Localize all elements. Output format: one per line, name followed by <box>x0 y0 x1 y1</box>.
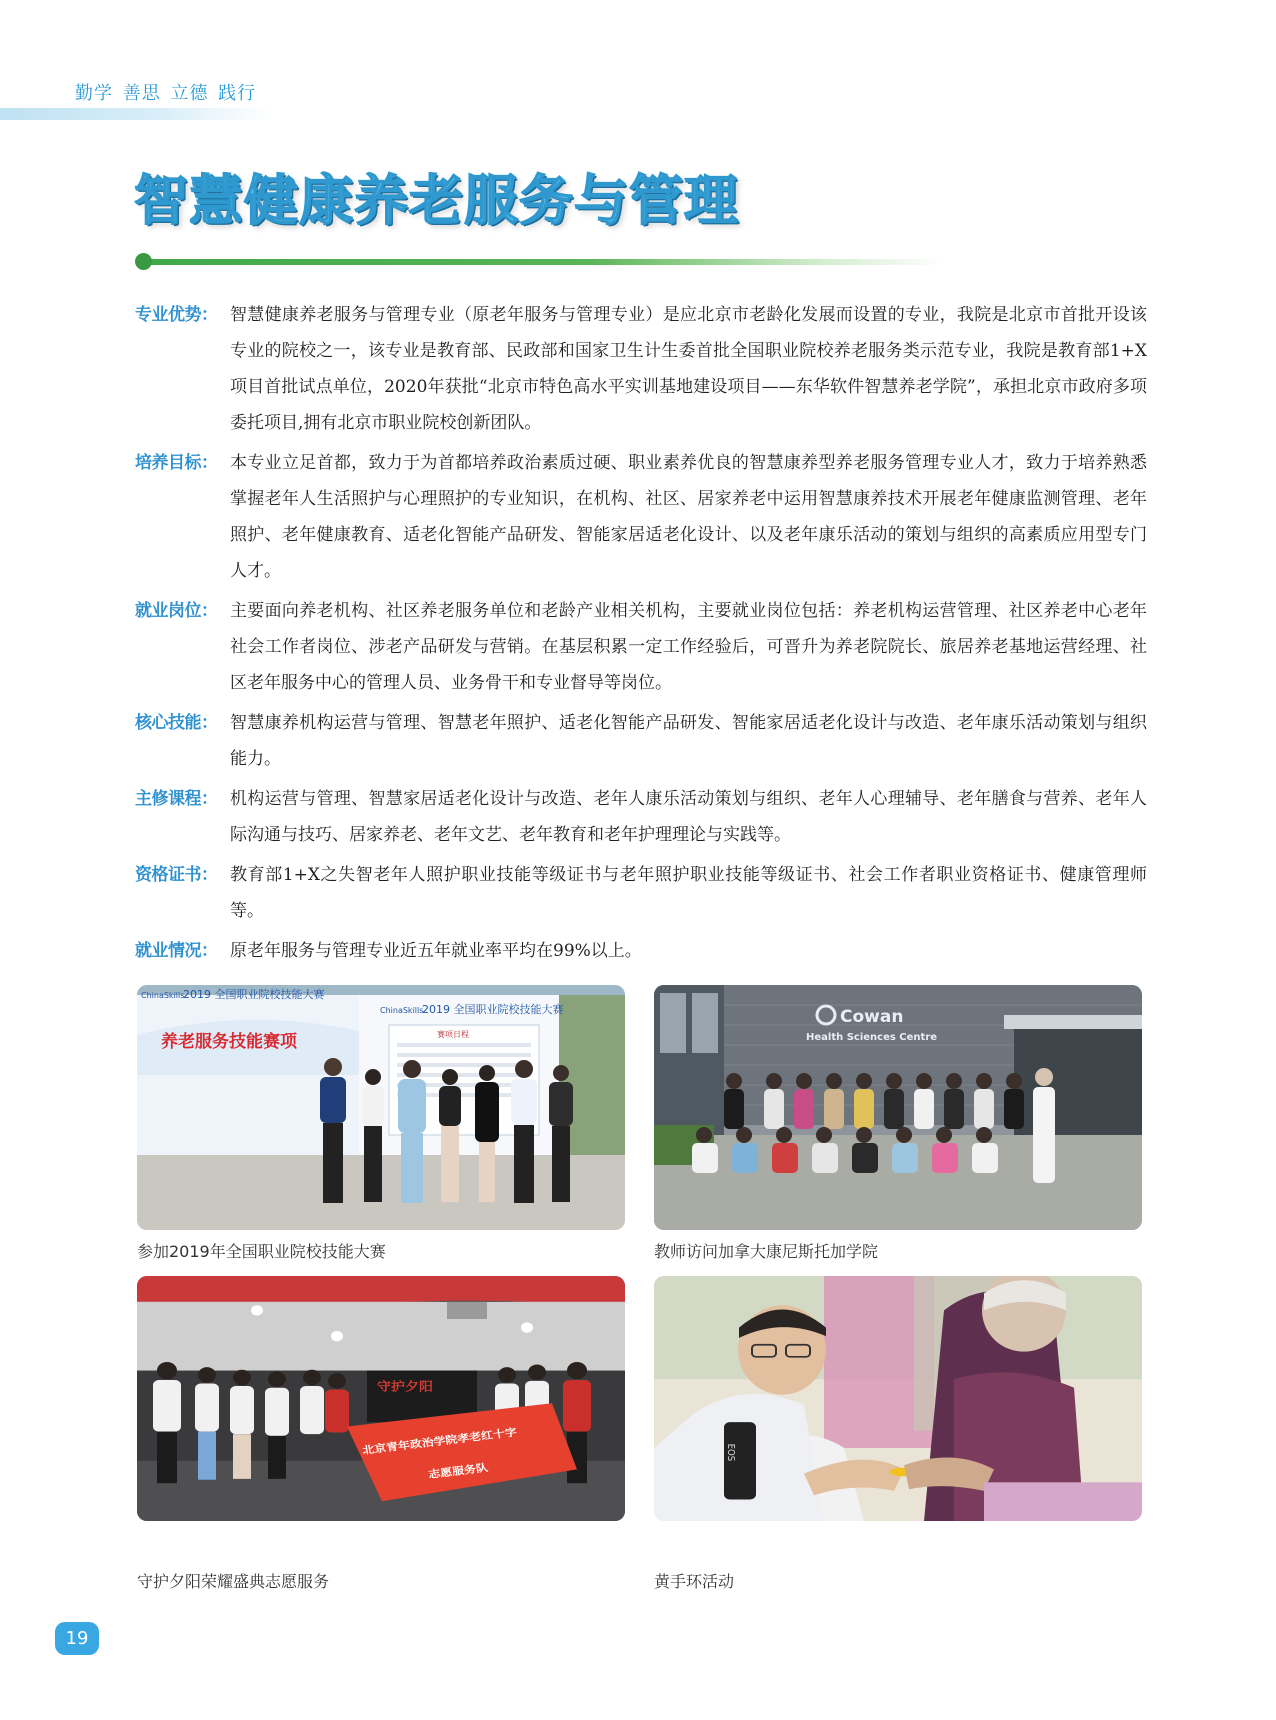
flag-text-line-2: 志愿服务队 <box>427 1461 489 1481</box>
page-title: 智慧健康养老服务与管理 <box>134 169 739 232</box>
section-advantages <box>135 297 1147 441</box>
section-text: 原老年服务与管理专业近五年就业率平均在99%以上。 <box>230 941 642 961</box>
photo-caption: 黄手环活动 <box>654 1572 735 1591</box>
section-text: 智慧健康养老服务与管理专业（原老年服务与管理专业）是应北京市老龄化发展而设置的专业，我院是北京市首批开设该专业的院校之一，该专业是教育部、民政部和国家卫生计生委首批全国职业院校养老服务类示范专业，我院是教育部1+X项目首批试点单位，2020年获批“北京市特色高水平实训基地建设项目——东华软件智慧养老学院”，承担北京市政府多项委托项目,拥有北京市职业院校创新团队。 <box>230 305 1147 433</box>
camera-strap-label: EOS <box>724 1443 737 1462</box>
photo-volunteer-service <box>137 1276 625 1521</box>
page-number: 19 <box>55 1622 99 1655</box>
competition-banner-2: 2019 全国职业院校技能大赛 <box>422 1003 564 1016</box>
section-main-courses <box>135 781 1147 853</box>
section-label: 就业情况： <box>135 941 218 961</box>
competition-banner-1: 2019 全国职业院校技能大赛 <box>183 988 325 1001</box>
section-employment-positions <box>135 593 1147 701</box>
photo-canada-visit <box>654 985 1142 1230</box>
photo-volunteer-service-image <box>137 1276 625 1521</box>
section-label: 主修课程： <box>135 789 218 809</box>
competition-logo-1: ChinaSkills <box>141 991 185 1000</box>
photo-caption: 守护夕阳荣耀盛典志愿服务 <box>137 1572 330 1591</box>
photo-yellow-bracelet <box>654 1276 1142 1521</box>
backdrop-screen-title: 守护夕阳 <box>377 1380 433 1395</box>
header-accent-bar <box>0 108 270 120</box>
section-training-goals <box>135 445 1147 589</box>
section-text: 主要面向养老机构、社区养老服务单位和老龄产业相关机构，主要就业岗位包括：养老机构运营管理、社区养老中心老年社会工作者岗位、涉老产品研发与营销。在基层积累一定工作经验后，可晋升为养老院院长、旅居养老基地运营经理、社区老年服务中心的管理人员、业务骨干和专业督导等岗位。 <box>230 601 1147 693</box>
section-text: 本专业立足首都，致力于为首都培养政治素质过硬、职业素养优良的智慧康养型养老服务管理专业人才，致力于培养熟悉掌握老年人生活照护与心理照护的专业知识，在机构、社区、居家养老中运用智慧康养技术开展老年健康监测管理、老年照护、老年健康教育、适老化智能产品研发、智能家居适老化设计、以及老年康乐活动的策划与组织的高素质应用型专门人才。 <box>230 453 1147 581</box>
photo-caption: 参加2019年全国职业院校技能大赛 <box>137 1242 386 1261</box>
event-name-sign: 养老服务技能赛项 <box>161 1032 297 1052</box>
photo-caption: 教师访问加拿大康尼斯托加学院 <box>654 1242 879 1261</box>
section-label: 核心技能： <box>135 713 218 733</box>
title-underline-dot <box>135 253 152 270</box>
competition-logo-2: ChinaSkills <box>380 1006 424 1015</box>
section-label: 专业优势： <box>135 305 218 325</box>
flag-text-line-1: 北京青年政治学院孝老红十字 <box>361 1426 518 1457</box>
title-underline <box>144 259 944 265</box>
program-description <box>135 297 1147 973</box>
photo-skills-competition-image <box>137 985 625 1230</box>
section-label: 资格证书： <box>135 865 218 885</box>
section-text: 智慧康养机构运营与管理、智慧老年照护、适老化智能产品研发、智能家居适老化设计与改造、老年康乐活动策划与组织能力。 <box>230 713 1147 769</box>
section-employment-status <box>135 933 1147 969</box>
section-text: 教育部1+X之失智老年人照护职业技能等级证书与老年照护职业技能等级证书、社会工作者职业资格证书、健康管理师等。 <box>230 865 1147 921</box>
building-sign-name: Cowan <box>840 1007 904 1027</box>
photo-skills-competition <box>137 985 625 1230</box>
photo-yellow-bracelet-image <box>654 1276 1142 1521</box>
photo-canada-visit-image <box>654 985 1142 1230</box>
section-core-skills <box>135 705 1147 777</box>
section-label: 就业岗位： <box>135 601 218 621</box>
section-certificates <box>135 857 1147 929</box>
schedule-board-title: 赛项日程 <box>437 1030 469 1039</box>
section-text: 机构运营与管理、智慧家居适老化设计与改造、老年人康乐活动策划与组织、老年人心理辅导、老年膳食与营养、老年人际沟通与技巧、居家养老、老年文艺、老年教育和老年护理理论与实践等。 <box>230 789 1147 845</box>
building-sign-subtitle: Health Sciences Centre <box>806 1032 938 1043</box>
section-label: 培养目标： <box>135 453 218 473</box>
header-motto: 勤学 善思 立德 践行 <box>75 83 257 104</box>
